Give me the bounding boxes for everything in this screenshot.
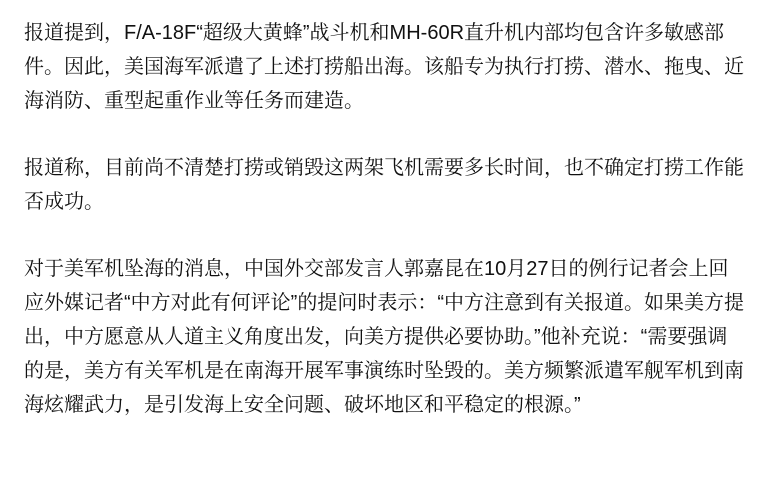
- article-paragraph-2: 报道称，目前尚不清楚打捞或销毁这两架飞机需要多长时间，也不确定打捞工作能否成功。: [24, 157, 744, 213]
- article-paragraph-3: 对于美军机坠海的消息，中国外交部发言人郭嘉昆在10月27日的例行记者会上回应外媒记者“中方对此有何评论”的提问时表示：“中方注意到有关报道。如果美方提出，中方愿意从人道主义角度出发，向美方提供必要协助。”他补充说：“需要强调的是，美方有关军机是在南海开展军事演练时坠毁的。美方频繁派遣军舰军机到南海炫耀武力，是引发海上安全问题、破坏地区和平稳定的根源。”: [24, 258, 744, 416]
- article-paragraph-1: 报道提到，F/A-18F“超级大黄蜂”战斗机和MH-60R直升机内部均包含许多敏感部件。因此，美国海军派遣了上述打捞船出海。该船专为执行打捞、潜水、拖曳、近海消防、重型起重作业等任务而建造。: [24, 22, 744, 112]
